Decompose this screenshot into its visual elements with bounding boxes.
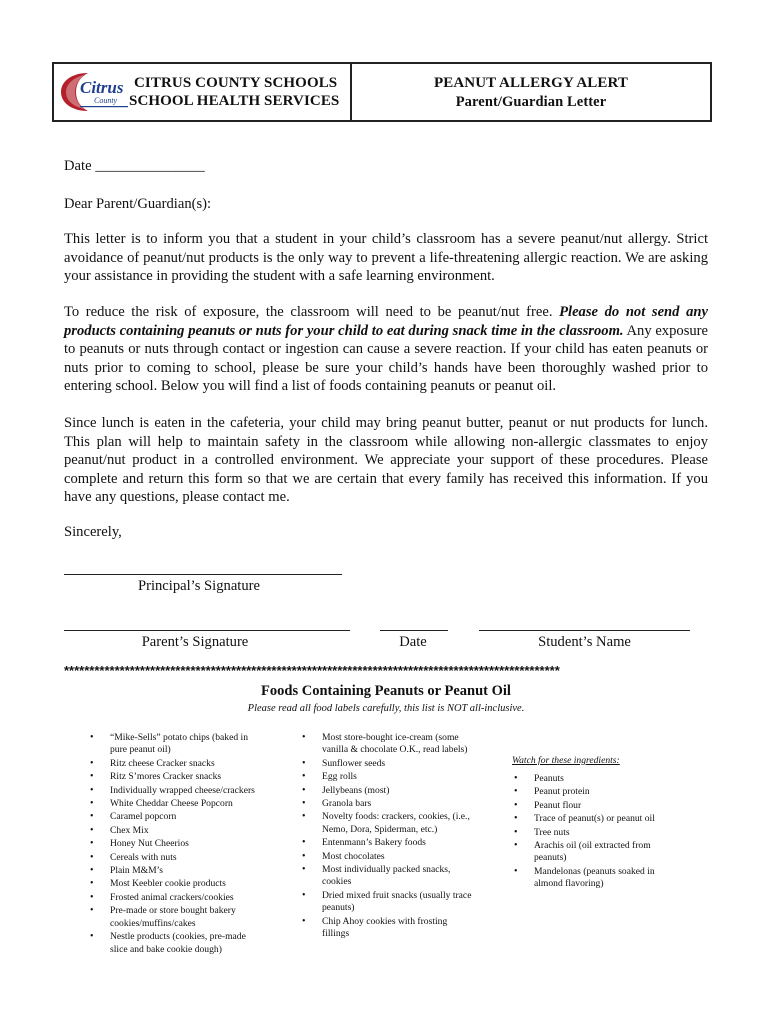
ingredient-item: • Peanut flour: [512, 800, 672, 812]
date-field: Date _______________: [64, 158, 205, 174]
citrus-county-logo: [58, 69, 132, 115]
paragraph-intro: This letter is to inform you that a student in your child’s classroom has a severe peanut/nut allergy. Strict avoidance of peanut/nut products is the only way to prevent a life-threatening allergic reaction. We are asking your assistance in providing the student with a safe learning environment.: [64, 231, 708, 285]
ingredient-item: • Mandelonas (peanuts soaked in almond flavoring): [512, 866, 672, 891]
food-item: • Sunflower seeds: [300, 758, 476, 770]
food-item: • Caramel popcorn: [88, 811, 264, 823]
ingredient-item: • Tree nuts: [512, 827, 672, 839]
food-item: • White Cheddar Cheese Popcorn: [88, 798, 264, 810]
food-item: • Ritz S’mores Cracker snacks: [88, 771, 264, 783]
food-item: • Granola bars: [300, 798, 476, 810]
date-line: [380, 630, 448, 631]
header-org-cell: [54, 64, 352, 120]
ingredient-item: • Arachis oil (oil extracted from peanuts): [512, 840, 672, 865]
snack-policy-text: To reduce the risk of exposure, the classroom will need to be peanut/nut free.: [64, 304, 553, 320]
food-item: • Chip Ahoy cookies with frosting fillings: [300, 916, 476, 941]
food-item: • Honey Nut Cheerios: [88, 838, 264, 850]
letter-subtitle: Parent/Guardian Letter: [455, 94, 607, 110]
ingredient-item: • Trace of peanut(s) or peanut oil: [512, 813, 672, 825]
foods-list-col1: [88, 732, 264, 957]
org-name: CITRUS COUNTY SCHOOLS: [134, 75, 338, 91]
food-item: • Dried mixed fruit snacks (usually trace peanuts): [300, 890, 476, 915]
food-item: • Pre-made or store bought bakery cookies/muffins/cakes: [88, 905, 264, 930]
snack-policy-emphasis: Please do not send any products containing peanuts or nuts for your child to eat during snack time in the classroom.: [64, 304, 708, 339]
ingredient-item: • Peanut protein: [512, 786, 672, 798]
foods-note: Please read all food labels carefully, this list is NOT all-inclusive.: [247, 703, 525, 714]
header-box: [52, 62, 712, 122]
date-label: Date: [399, 634, 427, 650]
ingredient-item: • Peanuts: [512, 773, 672, 785]
food-item: • Plain M&M’s: [88, 865, 264, 877]
food-item: • Egg rolls: [300, 771, 476, 783]
student-name-line: [479, 630, 690, 631]
parent-signature-line: [64, 630, 350, 631]
student-name-label: Student’s Name: [538, 634, 631, 650]
org-department: SCHOOL HEALTH SERVICES: [129, 93, 340, 109]
food-item: • Cereals with nuts: [88, 852, 264, 864]
paragraph-lunch: Since lunch is eaten in the cafeteria, your child may bring peanut butter, peanut or nut products for lunch. This plan will help to maintain safety in the classroom while allowing non-allergic classmates to enjoy peanut/nut product in a controlled environment. We appreciate your support of these procedures. Please complete and return this form so that we are certain that every family has received this information. If you have any questions, please contact me.: [64, 415, 708, 506]
snack-policy-details: Any exposure to peanuts or nuts through contact or ingestion can cause a severe reaction. If your child has eaten peanuts or nuts prior to coming to school, please be sure your child’s hands have been thoroughly washed prior to entering school. Below you will find a list of foods containing peanuts or peanut oil.: [64, 322, 709, 395]
food-item: • Most Keebler cookie products: [88, 878, 264, 890]
food-item: • Most individually packed snacks, cookies: [300, 864, 476, 889]
food-item: • Nestle products (cookies, pre-made slice and bake cookie dough): [88, 931, 264, 956]
principal-signature-label: Principal’s Signature: [137, 578, 260, 594]
logo-wordmark: Citrus: [80, 78, 124, 97]
paragraph-snack-policy: [64, 303, 708, 396]
closing: Sincerely,: [64, 524, 122, 540]
parent-signature-label: Parent’s Signature: [141, 634, 249, 650]
ingredients-title: Watch for these ingredients:: [512, 755, 620, 766]
foods-title: Foods Containing Peanuts or Peanut Oil: [261, 683, 511, 699]
food-item: • Individually wrapped cheese/crackers: [88, 785, 264, 797]
food-item: • Most store-bought ice-cream (some vanilla & chocolate O.K., read labels): [300, 732, 476, 757]
food-item: • Novelty foods: crackers, cookies, (i.e., Nemo, Dora, Spiderman, etc.): [300, 811, 476, 836]
ingredients-list: [512, 773, 672, 892]
logo-subtext: County: [94, 96, 118, 105]
food-item: • “Mike-Sells” potato chips (baked in pure peanut oil): [88, 732, 264, 757]
food-item: • Entenmann’s Bakery foods: [300, 837, 476, 849]
food-item: • Ritz cheese Cracker snacks: [88, 758, 264, 770]
food-item: • Jellybeans (most): [300, 785, 476, 797]
foods-list-col2: [300, 732, 476, 942]
salutation: Dear Parent/Guardian(s):: [64, 196, 212, 212]
food-item: • Frosted animal crackers/cookies: [88, 892, 264, 904]
principal-signature-line: [64, 574, 342, 575]
food-item: • Chex Mix: [88, 825, 264, 837]
food-item: • Most chocolates: [300, 851, 476, 863]
separator: **************************************************************************************************: [64, 663, 560, 678]
letter-title: PEANUT ALLERGY ALERT: [433, 75, 629, 91]
